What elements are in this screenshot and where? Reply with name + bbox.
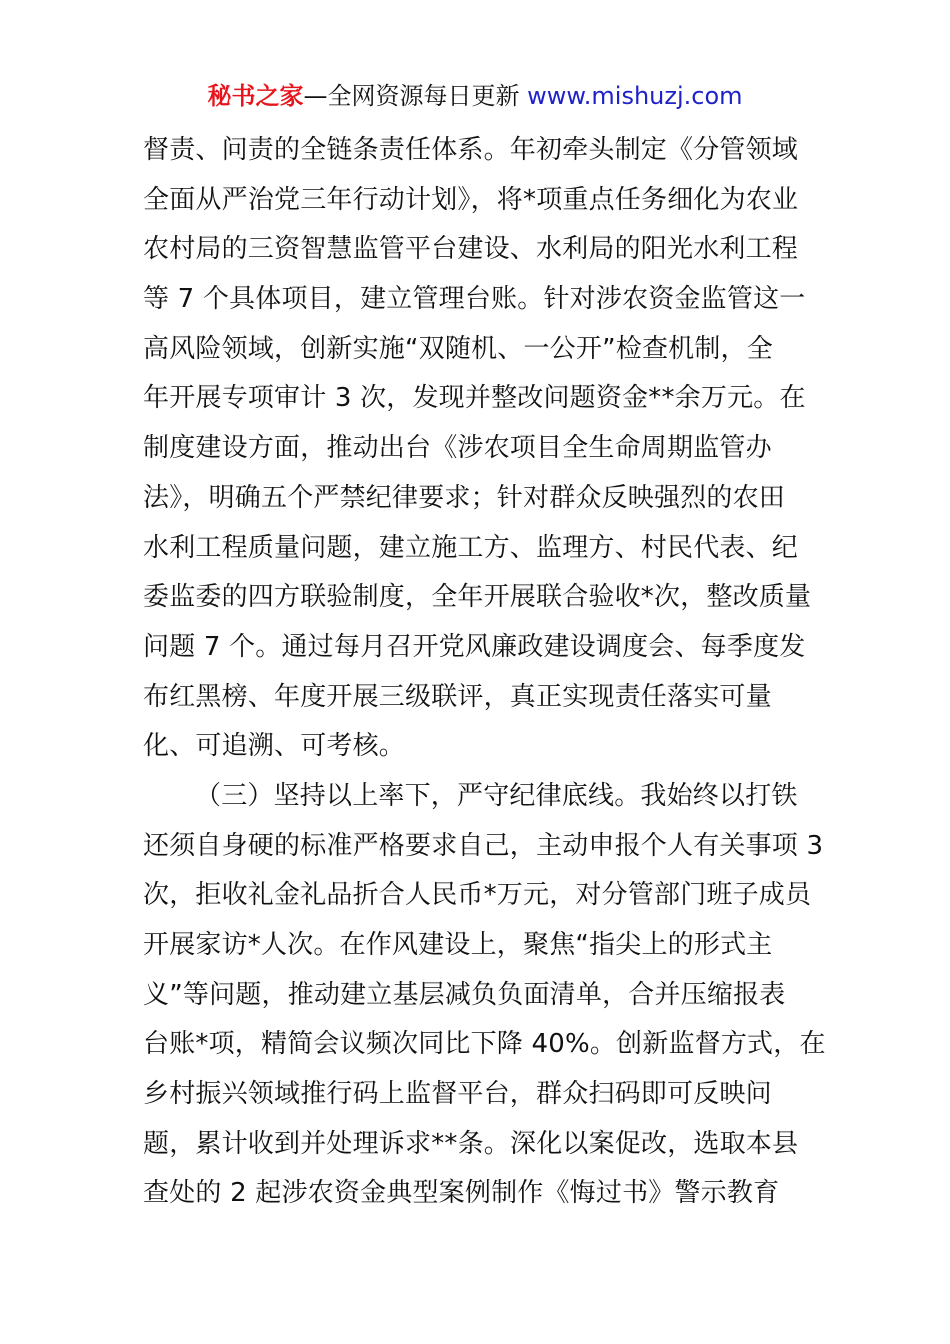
text-line: 年开展专项审计 3 次，发现并整改问题资金**余万元。在 (143, 383, 806, 414)
text-line: 开展家访*人次。在作风建设上，聚焦“指尖上的形式主 (143, 930, 773, 960)
text-line: 化、可追溯、可考核。 (143, 731, 406, 762)
text-line: 乡村振兴领域推行码上监督平台，群众扫码即可反映问 (143, 1079, 772, 1110)
text-line: 布红黑榜、年度开展三级联评，真正实现责任落实可量 (143, 681, 772, 712)
text-line: 农村局的三资智慧监管平台建设、水利局的阳光水利工程 (143, 234, 799, 265)
site-tagline: —全网资源每日更新 (303, 82, 520, 110)
text-line: 题，累计收到并处理诉求**条。深化以案促改，选取本县 (143, 1128, 799, 1159)
text-line: 等 7 个具体项目，建立管理台账。针对涉农资金监管这一 (143, 284, 806, 315)
text-line: 义”等问题，推动建立基层减负负面清单，合并压缩报表 (143, 979, 786, 1010)
text-line: 台账*项，精简会议频次同比下降 40%。创新监督方式，在 (143, 1029, 826, 1060)
text-line: 制度建设方面，推动出台《涉农项目全生命周期监管办 (143, 433, 772, 464)
section-heading-line: （三）坚持以上率下，严守纪律底线。我始终以打铁 (195, 780, 798, 811)
text-line: 次，拒收礼金礼品折合人民币*万元，对分管部门班子成员 (143, 880, 812, 911)
site-url-link[interactable]: www.mishuzj.com (527, 82, 743, 110)
text-line: 督责、问责的全链条责任体系。年初牵头制定《分管领域 (143, 135, 799, 165)
text-line: 问题 7 个。通过每月召开党风廉政建设调度会、每季度发 (143, 631, 806, 662)
text-line: 高风险领域，创新实施“双随机、一公开”检查机制，全 (143, 333, 773, 364)
text-line: 查处的 2 起涉农资金典型案例制作《悔过书》警示教育 (143, 1178, 780, 1209)
text-line: 全面从严治党三年行动计划》，将*项重点任务细化为农业 (143, 184, 799, 215)
text-line: 法》，明确五个严禁纪律要求；针对群众反映强烈的农田 (143, 482, 786, 513)
text-line: 委监委的四方联验制度，全年开展联合验收*次，整改质量 (143, 582, 812, 613)
text-line: 水利工程质量问题，建立施工方、监理方、村民代表、纪 (143, 532, 799, 563)
document-body (143, 126, 826, 1219)
site-header (0, 80, 950, 112)
site-brand: 秘书之家 (207, 82, 304, 110)
text-line: 还须自身硬的标准严格要求自己，主动申报个人有关事项 3 (143, 830, 824, 861)
